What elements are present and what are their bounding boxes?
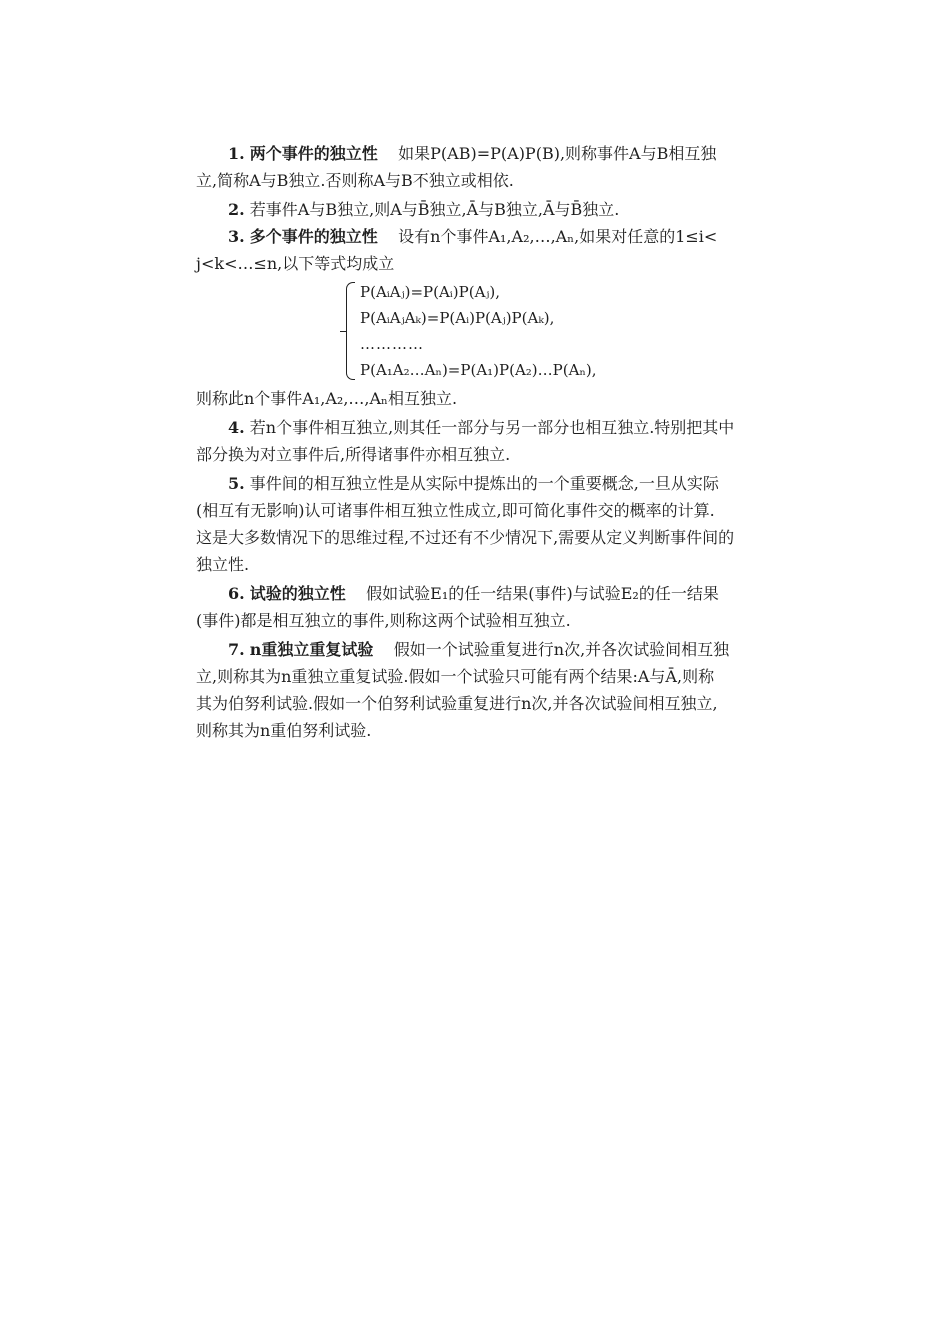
item-2	[196, 196, 808, 223]
item-6-line-2: (事件)都是相互独立的事件,则称这两个试验相互独立.	[196, 611, 571, 630]
item-2-number: 2.	[228, 200, 245, 219]
item-3	[196, 223, 808, 250]
item-1-line-2: 立,简称A与B独立.否则称A与B不独立或相依.	[196, 171, 514, 190]
item-6-line-1: 假如试验E₁的任一结果(事件)与试验E₂的任一结果	[366, 584, 719, 603]
item-5-line-1: 事件间的相互独立性是从实际中提炼出的一个重要概念,一旦从实际	[249, 474, 719, 493]
item-7-number: 7.	[228, 640, 245, 659]
text-body	[196, 140, 808, 744]
item-7-line-4: 则称其为n重伯努利试验.	[196, 721, 372, 740]
item-4	[196, 414, 808, 441]
item-5	[196, 470, 808, 497]
item-4-line-1: 若n个事件相互独立,则其任一部分与另一部分也相互独立.特别把其中	[249, 418, 735, 437]
item-7	[196, 636, 808, 663]
item-1-number: 1.	[228, 144, 245, 163]
equation-system	[346, 279, 808, 383]
item-5-line-4: 独立性.	[196, 555, 250, 574]
item-1-line-1: 如果P(AB)=P(A)P(B),则称事件A与B相互独	[398, 144, 717, 163]
equation-2: P(AᵢAⱼAₖ)=P(Aᵢ)P(Aⱼ)P(Aₖ),	[360, 309, 555, 327]
item-6-number: 6.	[228, 584, 245, 603]
item-7-line-1: 假如一个试验重复进行n次,并各次试验间相互独	[393, 640, 730, 659]
equation-3: P(A₁A₂…Aₙ)=P(A₁)P(A₂)…P(Aₙ),	[360, 361, 597, 379]
item-7-line-3: 其为伯努利试验.假如一个伯努利试验重复进行n次,并各次试验间相互独立,	[196, 694, 718, 713]
left-brace	[346, 282, 355, 380]
item-4-number: 4.	[228, 418, 245, 437]
item-3-line-1: 设有n个事件A₁,A₂,…,Aₙ,如果对任意的1≤i<	[398, 227, 718, 246]
item-3-line-2: j<k<…≤n,以下等式均成立	[196, 254, 395, 273]
equation-ellipsis: …………	[360, 335, 424, 353]
item-4-line-2: 部分换为对立事件后,所得诸事件亦相互独立.	[196, 445, 511, 464]
item-6-title: 试验的独立性	[249, 584, 346, 603]
item-1-title: 两个事件的独立性	[249, 144, 378, 163]
equation-1: P(AᵢAⱼ)=P(Aᵢ)P(Aⱼ),	[360, 283, 501, 301]
item-6	[196, 580, 808, 607]
item-5-line-2: (相互有无影响)认可诸事件相互独立性成立,即可简化事件交的概率的计算.	[196, 501, 715, 520]
item-7-line-2: 立,则称其为n重独立重复试验.假如一个试验只可能有两个结果:A与Ā,则称	[196, 667, 715, 686]
item-1	[196, 140, 808, 167]
item-7-title: n重独立重复试验	[249, 640, 374, 659]
item-5-number: 5.	[228, 474, 245, 493]
item-2-text: 若事件A与B独立,则A与B̄独立,Ā与B独立,Ā与B̄独立.	[249, 200, 620, 219]
item-3-conclusion: 则称此n个事件A₁,A₂,…,Aₙ相互独立.	[196, 389, 458, 408]
item-3-title: 多个事件的独立性	[249, 227, 378, 246]
item-5-line-3: 这是大多数情况下的思维过程,不过还有不少情况下,需要从定义判断事件间的	[196, 528, 735, 547]
item-3-number: 3.	[228, 227, 245, 246]
